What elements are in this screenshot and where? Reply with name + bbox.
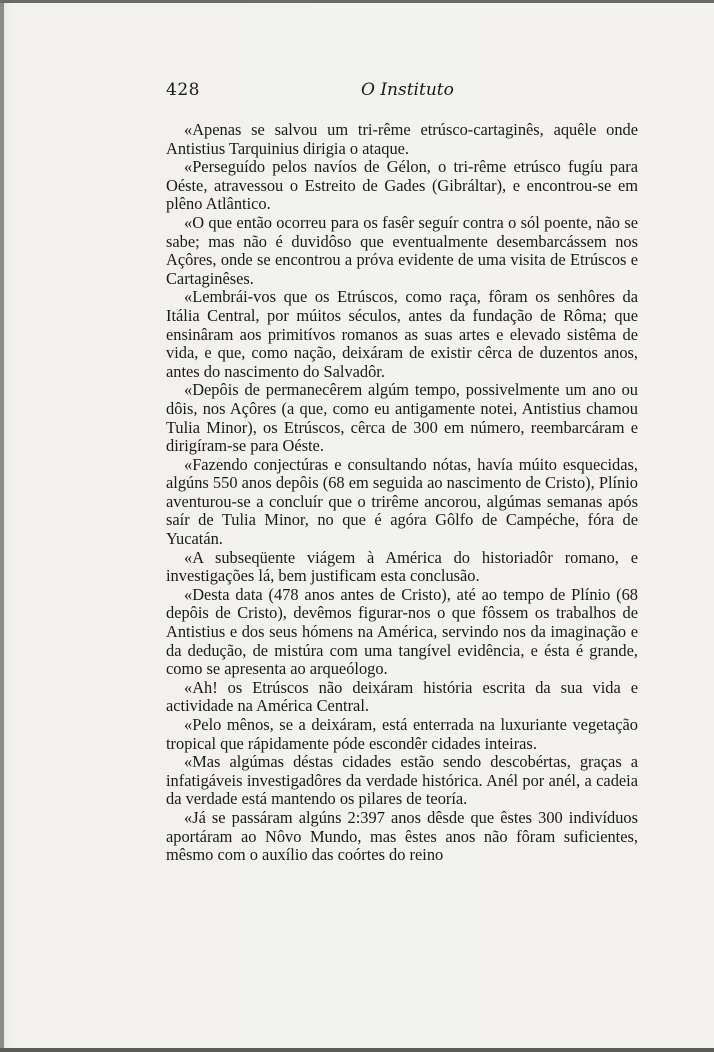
body-text [166,121,638,865]
paragraph: «O que então ocorreu para os fasêr seguír contra o sól poente, não se sabe; mas não é duvidôso que eventualmente desembarcássem nos Açôres, onde se encontrou a próva evidente de uma visita de Etrúscos e Cartaginêses. [166,212,638,288]
page-edge-top [0,0,714,3]
page-edge-left [0,0,4,1052]
paragraph: «Mas algúmas déstas cidades estão sendo descobértas, graças a infatigáveis investigadôres da verdade histórica. Anél por anél, a cadeia da verdade está mantendo os pilares de teoría. [166,752,638,809]
paragraph: «Perseguído pelos navíos de Gélon, o tri-rême etrúsco fugíu para Oéste, atravessou o Estreito de Gades (Gibráltar), e encontrou-se em plêno Atlântico. [166,157,638,214]
paragraph: «Fazendo conjectúras e consultando nótas, havía múito esquecidas, algúns 550 anos depôis (68 em seguida ao nascimento de Cristo), Plínio aventurou-se a concluír que o trirême ancorou, algúmas semanas após saír de Tulia Minor, no que é agóra Gôlfo de Campéche, fóra de Yucatán. [166,454,638,549]
paragraph: «Desta data (478 anos antes de Cristo), até ao tempo de Plínio (68 depôis de Cristo), devêmos figurar-nos o que fôssem os trabalhos de Antistius e dos seus hómens na América, servindo nos da imaginação e da dedução, de mistúra com uma tangível evidência, e ésta é grande, como se apresenta ao arqueólogo. [166,584,638,679]
paragraph: «A subseqüente viágem à América do historiadôr romano, e investigações lá, bem justificam esta conclusão. [166,547,638,586]
paragraph: «Depôis de permanecêrem algúm tempo, possivelmente um ano ou dôis, nos Açôres (a que, como eu antigamente notei, Antistius chamou Tulia Minor), os Etrúscos, cêrca de 300 em número, reembarcáram e dirigíram-se para Oéste. [166,380,638,456]
page-number: 428 [166,80,200,100]
paragraph: «Apenas se salvou um tri-rême etrúsco-cartaginês, aquêle onde Antistius Tarquinius dirigia o ataque. [166,120,638,158]
paragraph: «Ah! os Etrúscos não deixáram história escrita da sua vida e actividade na América Central. [166,677,638,716]
paragraph: «Lembrái-vos que os Etrúscos, como raça, fôram os senhôres da Itália Central, por múitos séculos, antes da fundação de Rôma; que ensinâram aos primitívos romanos as suas artes e elevado sistêma de vida, e que, como nação, deixáram de existir cêrca de duzentos anos, antes do nascimento do Salvadôr. [166,287,638,381]
page-header [166,80,636,104]
running-title: O Instituto [361,80,454,100]
page-edge-bottom [0,1048,714,1052]
paragraph: «Já se passáram algúns 2:397 anos dêsde que êstes 300 indivíduos aportáram ao Nôvo Mundo, mas êstes anos não fôram suficientes, mêsmo com o auxílio das coórtes do reino [166,807,638,865]
paragraph: «Pelo mênos, se a deixáram, está enterrada na luxuriante vegetação tropical que rápidamente póde escondêr cidades inteiras. [166,715,638,753]
